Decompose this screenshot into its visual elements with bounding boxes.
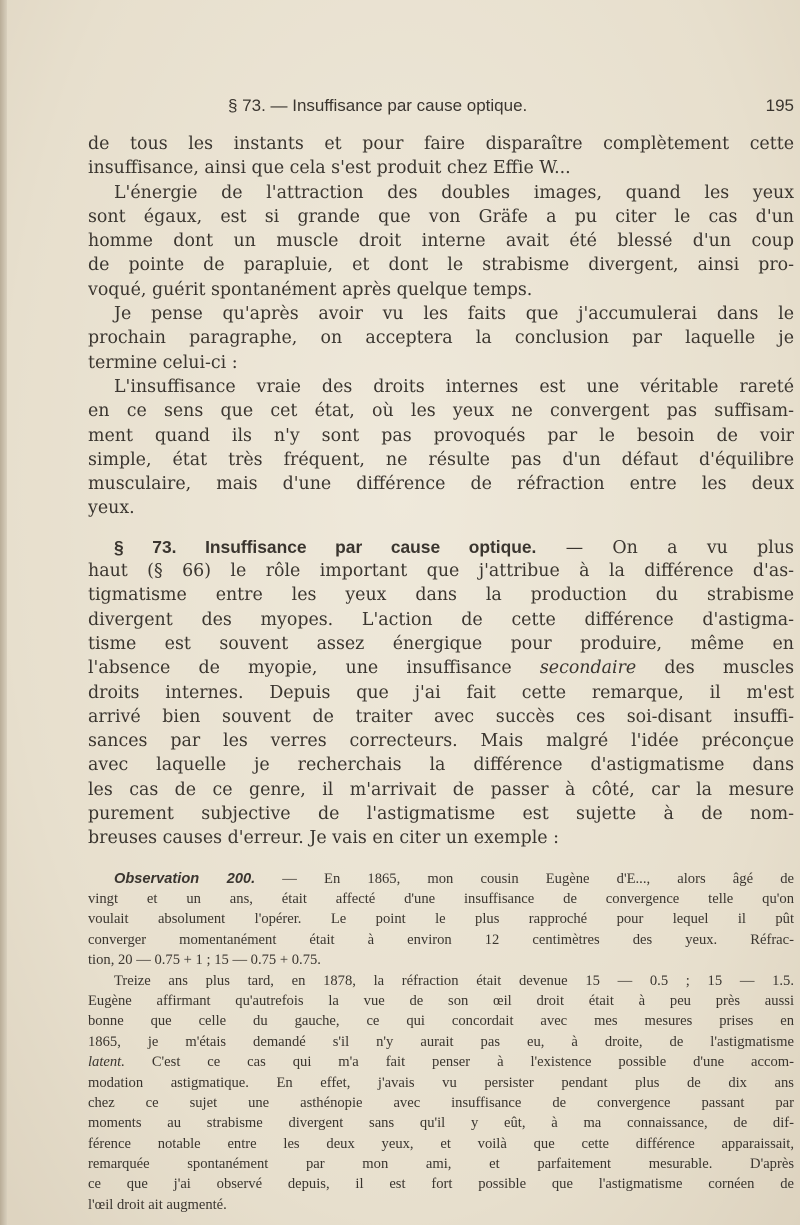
running-title: § 73. — Insuffisance par cause optique.	[228, 96, 528, 115]
text-line: voqué, guérit spontanément après quelque temps.	[88, 279, 533, 300]
text-line: termine celui-ci :	[88, 352, 238, 373]
text-fragment: — On a vu plus	[565, 537, 794, 558]
text-line: l'œil droit ait augmenté.	[88, 1196, 227, 1213]
text-line	[88, 1052, 794, 1072]
text-line: purement subjective de l'astigmatisme est sujette à de nom-	[88, 804, 794, 825]
section-heading: § 73. Insuffisance par cause optique.	[114, 536, 537, 557]
text-line: en ce sens que cet état, où les yeux ne convergent pas suffisam-	[88, 401, 794, 422]
text-line: moments au strabisme divergent sans qu'il y eût, à ma connaissance, de dif-	[88, 1115, 794, 1132]
text-line: les cas de ce genre, il m'arrivait de passer à côté, car la mesure	[88, 779, 794, 800]
text-line: prochain paragraphe, on acceptera la conclusion par laquelle je	[88, 328, 794, 349]
text-line: divergent des myopes. L'action de cette différence d'astigma-	[88, 609, 794, 630]
observation-text	[88, 869, 794, 1216]
page-edge	[0, 0, 7, 1225]
italic-word: secondaire	[539, 658, 637, 679]
main-text	[88, 132, 794, 851]
text-line: de tous les instants et pour faire disparaître complètement cette	[88, 134, 794, 154]
text-line: yeux.	[88, 498, 135, 519]
text-fragment: des muscles	[664, 658, 794, 679]
text-line: musculaire, mais d'une différence de réfraction entre les deux	[88, 474, 794, 495]
italic-word: latent.	[88, 1054, 125, 1071]
observation-label: Observation 200.	[114, 870, 256, 887]
text-line: chez ce sujet une asthénopie avec insuffisance de convergence passant par	[88, 1094, 794, 1111]
text-line: ce que j'ai observé depuis, il est fort possible que l'astigmatisme cornéen de	[88, 1176, 794, 1193]
text-fragment: C'est ce cas qui m'a fait penser à l'existence possible d'une accom-	[151, 1054, 794, 1071]
observation-first-line	[88, 869, 794, 889]
text-line: L'énergie de l'attraction des doubles images, quand les yeux	[114, 182, 794, 203]
text-line: haut (§ 66) le rôle important que j'attribue à la différence d'as-	[88, 561, 794, 582]
text-line: droits internes. Depuis que j'ai fait cette remarque, il m'est	[88, 682, 794, 703]
page-header	[88, 90, 794, 120]
text-line: remarquée spontanément par mon ami, et parfaitement mesurable. D'après	[88, 1156, 794, 1173]
text-line: de pointe de parapluie, et dont le strabisme divergent, ainsi pro-	[88, 255, 794, 276]
page-body	[88, 132, 794, 1215]
text-line: sances par les verres correcteurs. Mais malgré l'idée préconçue	[88, 731, 794, 752]
text-line: insuffisance, ainsi que cela s'est produit chez Effie W...	[88, 158, 571, 179]
text-line: arrivé bien souvent de traiter avec succès ces soi-disant insuffi-	[88, 706, 794, 727]
text-line: bonne que celle du gauche, ce qui concordait avec mes mesures prises en	[88, 1013, 794, 1030]
page-number: 195	[765, 96, 794, 115]
text-fragment: — En 1865, mon cousin Eugène d'E..., alors âgé de	[282, 870, 794, 887]
text-line: Treize ans plus tard, en 1878, la réfraction était devenue 15 — 0.5 ; 15 — 1.5.	[114, 972, 794, 989]
text-line: converger momentanément était à environ 12 centimètres des yeux. Réfrac-	[88, 931, 794, 948]
text-line: vingt et un ans, était affecté d'une insuffisance de convergence telle qu'on	[88, 891, 794, 907]
text-line: sont égaux, est si grande que von Gräfe a pu citer le cas d'un	[88, 206, 794, 227]
text-line: tisme est souvent assez énergique pour produire, même en	[88, 633, 794, 654]
text-line: avec laquelle je recherchais la différence d'astigmatisme dans	[88, 755, 794, 776]
text-line: 1865, je m'étais demandé s'il n'y aurait pas eu, à droite, de l'astigmatisme	[88, 1033, 794, 1050]
text-line: modation astigmatique. En effet, j'avais vu persister pendant plus de dix ans	[88, 1074, 794, 1091]
text-line: homme dont un muscle droit interne avait été blessé d'un coup	[88, 231, 794, 252]
text-line: férence notable entre les deux yeux, et voilà que cette différence apparaissait,	[88, 1135, 794, 1152]
text-line: voulait absolument l'opérer. Le point le plus rapproché pour lequel il pût	[88, 911, 794, 928]
text-line: tion, 20 — 0.75 + 1 ; 15 — 0.75 + 0.75.	[88, 952, 321, 969]
text-line: simple, état très fréquent, ne résulte pas d'un défaut d'équilibre	[88, 449, 794, 470]
section-first-line	[88, 535, 794, 559]
text-line: L'insuffisance vraie des droits internes est une véritable rareté	[114, 376, 794, 397]
text-line: ment quand ils n'y sont pas provoqués par le besoin de voir	[88, 425, 794, 446]
text-line: Eugène affirmant qu'autrefois la vue de son œil droit était à peu près aussi	[88, 992, 794, 1009]
text-fragment: l'absence de myopie, une insuffisance	[88, 658, 512, 679]
text-line	[88, 656, 794, 680]
text-line: breuses causes d'erreur. Je vais en citer un exemple :	[88, 828, 559, 849]
text-line: Je pense qu'après avoir vu les faits que j'accumulerai dans le	[114, 304, 794, 325]
text-line: tigmatisme entre les yeux dans la production du strabisme	[88, 585, 794, 606]
